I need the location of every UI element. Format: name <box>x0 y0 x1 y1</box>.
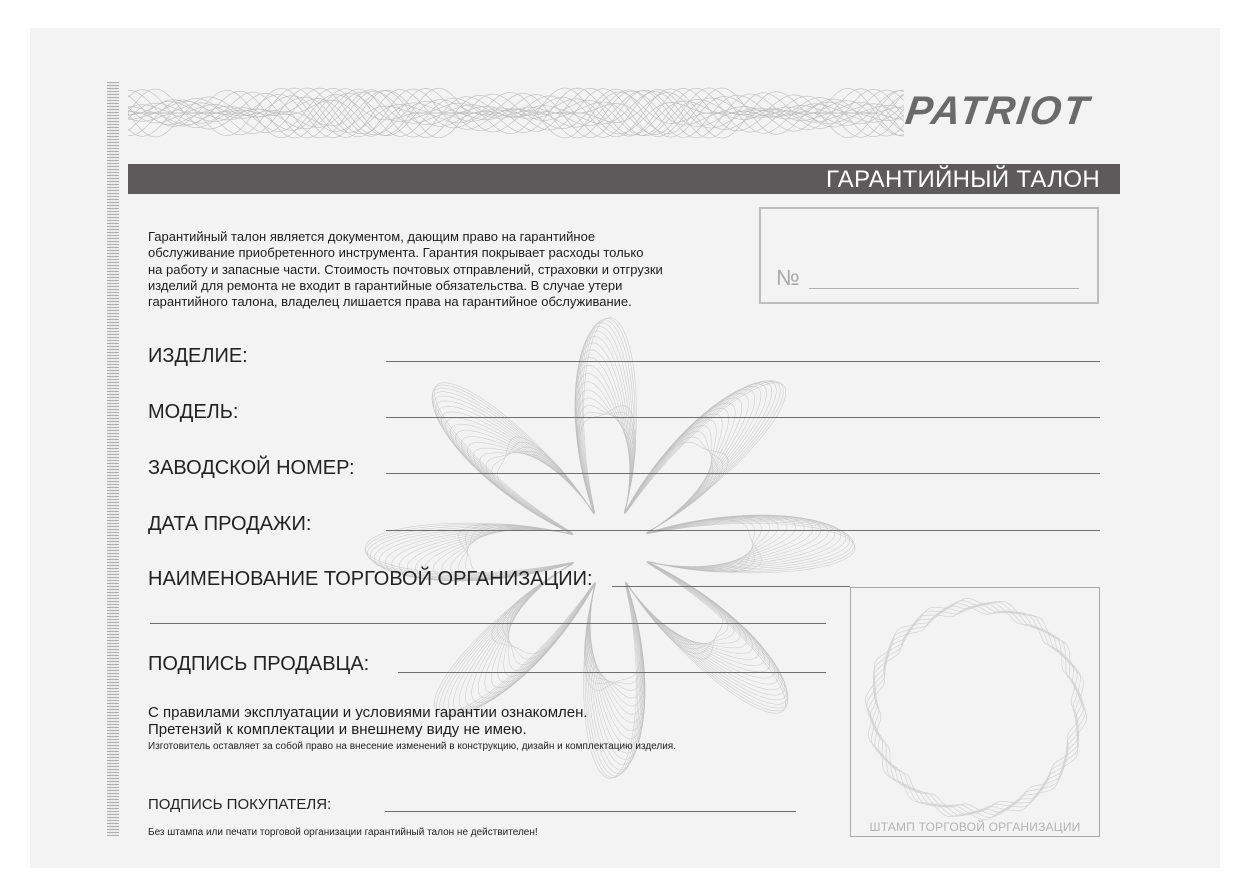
brand-logo: PATRIOT <box>902 89 1093 133</box>
page-title: ГАРАНТИЙНЫЙ ТАЛОН <box>825 166 1100 193</box>
model-field-line[interactable] <box>386 417 1100 418</box>
buyer-signature-label: ПОДПИСЬ ПОКУПАТЕЛЯ: <box>148 796 332 813</box>
store-name-field-line[interactable] <box>612 586 850 587</box>
product-label: ИЗДЕЛИЕ: <box>148 345 248 367</box>
store-name-field-line-2[interactable] <box>150 623 826 624</box>
serial-label: ЗАВОДСКОЙ НОМЕР: <box>148 457 355 479</box>
intro-line: на работу и запасные части. Стоимость почтовых отправлений, страховки и отгрузки <box>148 261 663 277</box>
sale-date-label: ДАТА ПРОДАЖИ: <box>148 513 312 535</box>
seller-signature-line[interactable] <box>398 672 826 673</box>
ornament-line <box>865 598 1086 819</box>
footer-note: Без штампа или печати торговой организации гарантийный талон не действителен! <box>148 827 538 838</box>
store-name-label: НАИМЕНОВАНИЕ ТОРГОВОЙ ОРГАНИЗАЦИИ: <box>148 568 593 590</box>
guilloche-border <box>128 82 904 144</box>
ornament-line <box>867 601 1086 818</box>
product-field-line[interactable] <box>386 361 1100 362</box>
stamp-circle-icon <box>855 588 1097 830</box>
intro-text <box>148 229 748 310</box>
manufacturer-note: Изготовитель оставляет за собой право на внесение изменений в конструкцию, дизайн и комплектацию изделия. <box>148 741 676 752</box>
intro-line: изделий для ремонта не входит в гарантийные обязательства. В случае утери <box>148 277 623 293</box>
number-box <box>759 207 1099 304</box>
sale-date-field-line[interactable] <box>386 530 1100 531</box>
buyer-signature-line[interactable] <box>385 811 796 812</box>
stamp-label: ШТАМП ТОРГОВОЙ ОРГАНИЗАЦИИ <box>869 820 1081 834</box>
intro-line: обслуживание приобретенного инструмента. Гарантия покрывает расходы только <box>148 245 644 261</box>
seller-signature-label: ПОДПИСЬ ПРОДАВЦА: <box>148 653 370 675</box>
number-sign: № <box>776 265 800 290</box>
model-label: МОДЕЛЬ: <box>148 401 239 423</box>
acknowledgement-text <box>148 704 588 738</box>
serial-field-line[interactable] <box>386 473 1100 474</box>
acknowledgement-line: С правилами эксплуатации и условиями гарантии ознакомлен. <box>148 704 588 721</box>
acknowledgement-line: Претензий к комплектации и внешнему виду не имею. <box>148 721 527 738</box>
intro-line: Гарантийный талон является документом, дающим право на гарантийное <box>148 229 596 244</box>
perforation-strip <box>107 82 119 836</box>
title-bar <box>128 164 1120 194</box>
intro-line: гарантийного талона, владелец лишается права на гарантийное обслуживание. <box>148 294 632 310</box>
number-field-line[interactable] <box>809 288 1079 289</box>
stamp-box <box>850 587 1100 837</box>
